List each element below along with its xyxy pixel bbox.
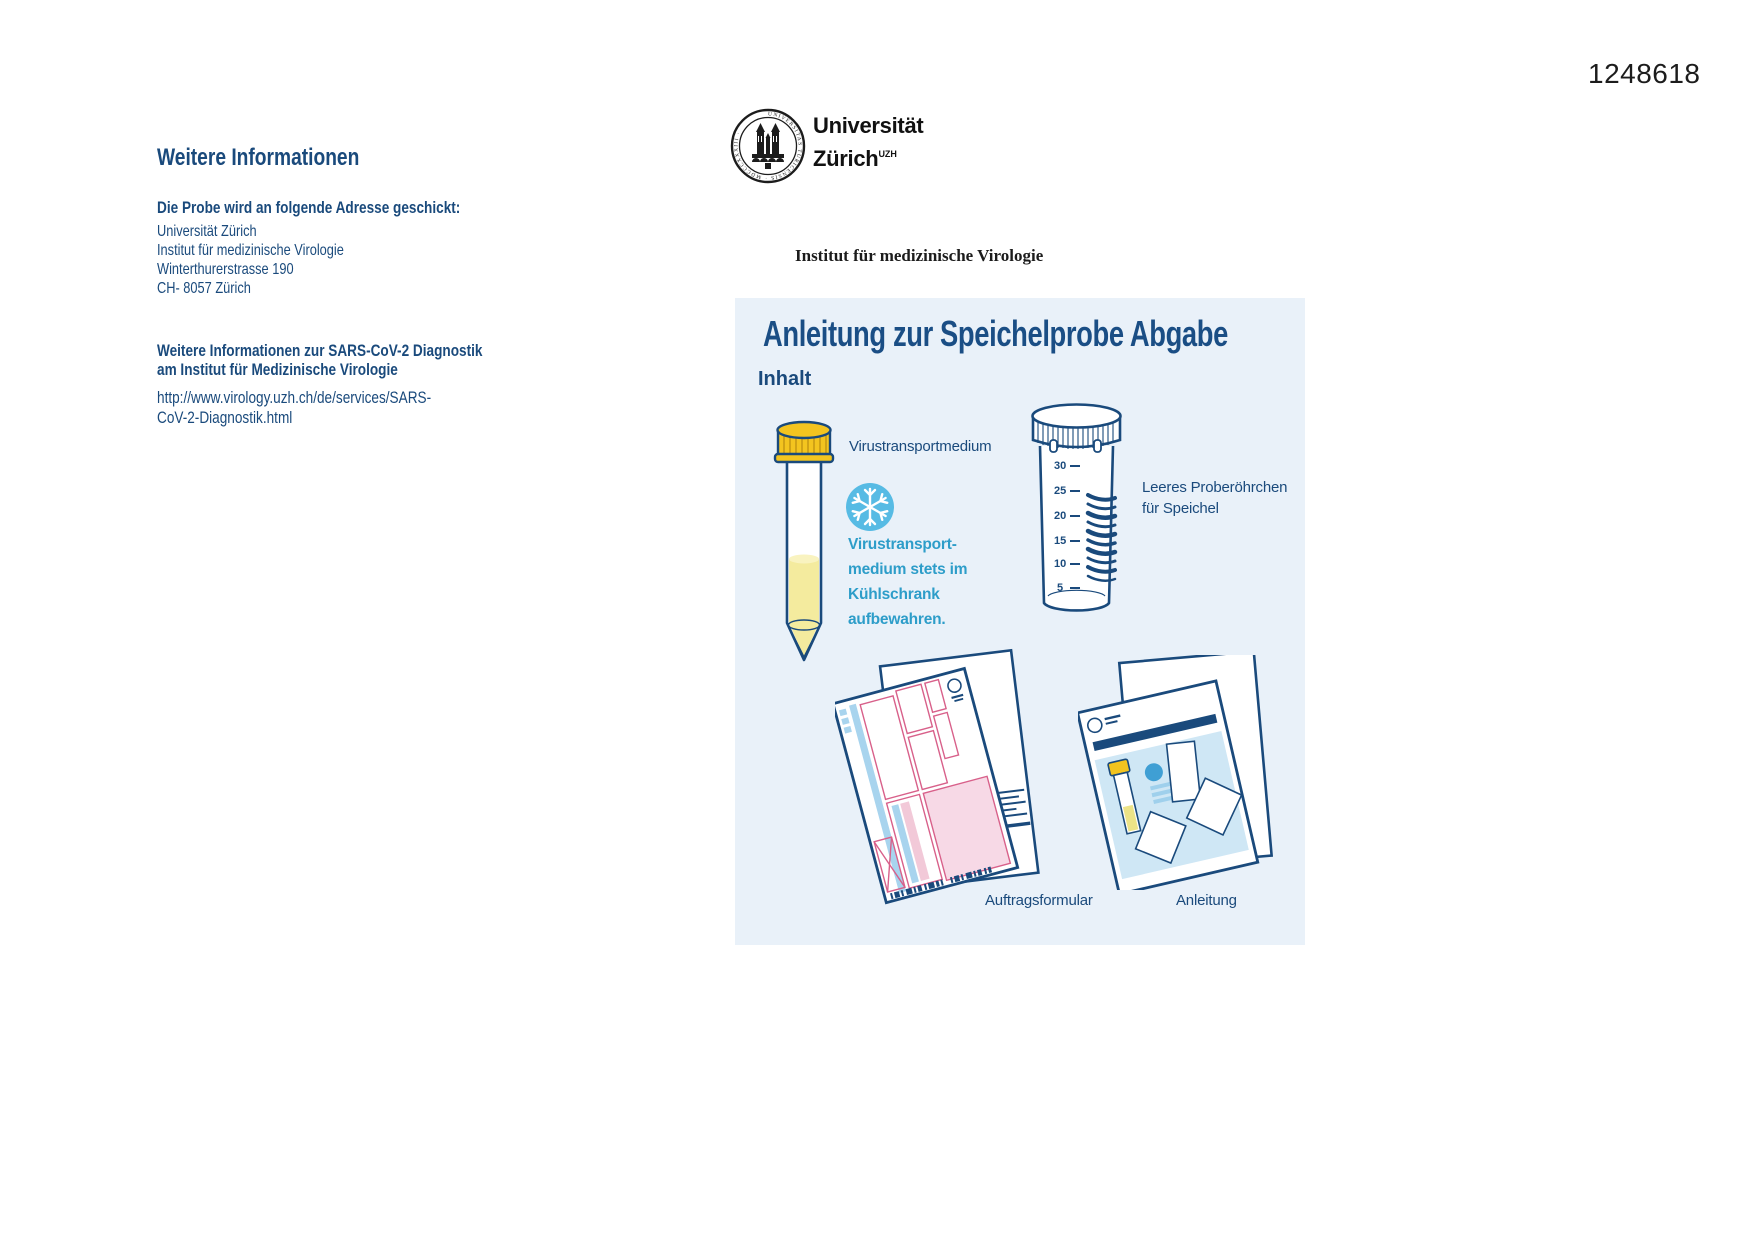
panel-section-heading: Inhalt xyxy=(758,368,812,390)
shipping-address xyxy=(157,222,344,298)
uzh-logo xyxy=(730,106,1050,186)
note-line: medium stets im xyxy=(848,561,968,578)
form-caption: Auftragsformular xyxy=(985,892,1093,909)
scale-tick-label: 20 xyxy=(1054,510,1067,522)
scale-tick-label: 15 xyxy=(1054,535,1067,547)
scale-tick-label: 5 xyxy=(1057,582,1064,594)
wordmark-suffix: UZH xyxy=(878,149,897,159)
address-line: Winterthurerstrasse 190 xyxy=(157,261,294,278)
booklet-icon xyxy=(1078,655,1283,890)
note-line: Kühlschrank xyxy=(848,586,940,603)
document-number: 1248618 xyxy=(1588,58,1701,89)
address-line: Universität Zürich xyxy=(157,223,257,240)
scale-tick-label: 10 xyxy=(1054,558,1067,570)
snowflake-icon xyxy=(845,482,895,532)
transport-tube-label: Virustransportmedium xyxy=(849,438,992,455)
transport-tube-icon xyxy=(771,418,837,668)
url-line: CoV-2-Diagnostik.html xyxy=(157,408,293,427)
more-info-heading-line: am Institut für Medizinische Virologie xyxy=(157,360,398,379)
booklet-caption: Anleitung xyxy=(1176,892,1237,909)
scale-tick-label: 25 xyxy=(1054,485,1067,497)
more-info-heading-line: Weitere Informationen zur SARS-CoV-2 Diagnostik xyxy=(157,341,483,360)
ribbed-cap-icon xyxy=(1033,405,1121,453)
sample-tube-label-line: für Speichel xyxy=(1142,500,1219,517)
uzh-wordmark xyxy=(813,112,923,173)
sample-tube-icon xyxy=(1028,402,1132,628)
order-form-icon xyxy=(835,648,1050,906)
uzh-seal-icon xyxy=(730,108,806,184)
seal-ring-text: UNIVERSITAS TURICENSIS · MDCCCXXXIII · xyxy=(733,111,803,181)
url-line: http://www.virology.uzh.ch/de/services/SARS- xyxy=(157,388,432,407)
institute-title: Institut für medizinische Virologie xyxy=(795,246,1044,265)
panel-title: Anleitung zur Speichelprobe Abgabe xyxy=(763,313,1228,354)
scale-tick-label: 30 xyxy=(1054,460,1067,472)
cold-storage-note xyxy=(848,532,967,632)
wordmark-city: Zürich xyxy=(813,146,879,171)
content-panel xyxy=(735,298,1305,945)
sample-tube-label xyxy=(1142,477,1312,519)
tube-liquid xyxy=(789,555,819,658)
wordmark-line1: Universität xyxy=(813,113,924,138)
note-line: aufbewahren. xyxy=(848,611,946,628)
address-line: Institut für medizinische Virologie xyxy=(157,242,344,259)
sample-tube-label-line: Leeres Proberöhrchen xyxy=(1142,479,1288,496)
note-line: Virustransport- xyxy=(848,536,957,553)
address-line: CH- 8057 Zürich xyxy=(157,280,251,297)
yellow-cap-icon xyxy=(775,422,833,462)
info-url xyxy=(157,388,431,428)
left-heading: Weitere Informationen xyxy=(157,144,360,171)
more-info-heading xyxy=(157,341,482,379)
shipping-address-heading: Die Probe wird an folgende Adresse geschickt: xyxy=(157,198,461,217)
wordmark-line2 xyxy=(813,140,923,173)
